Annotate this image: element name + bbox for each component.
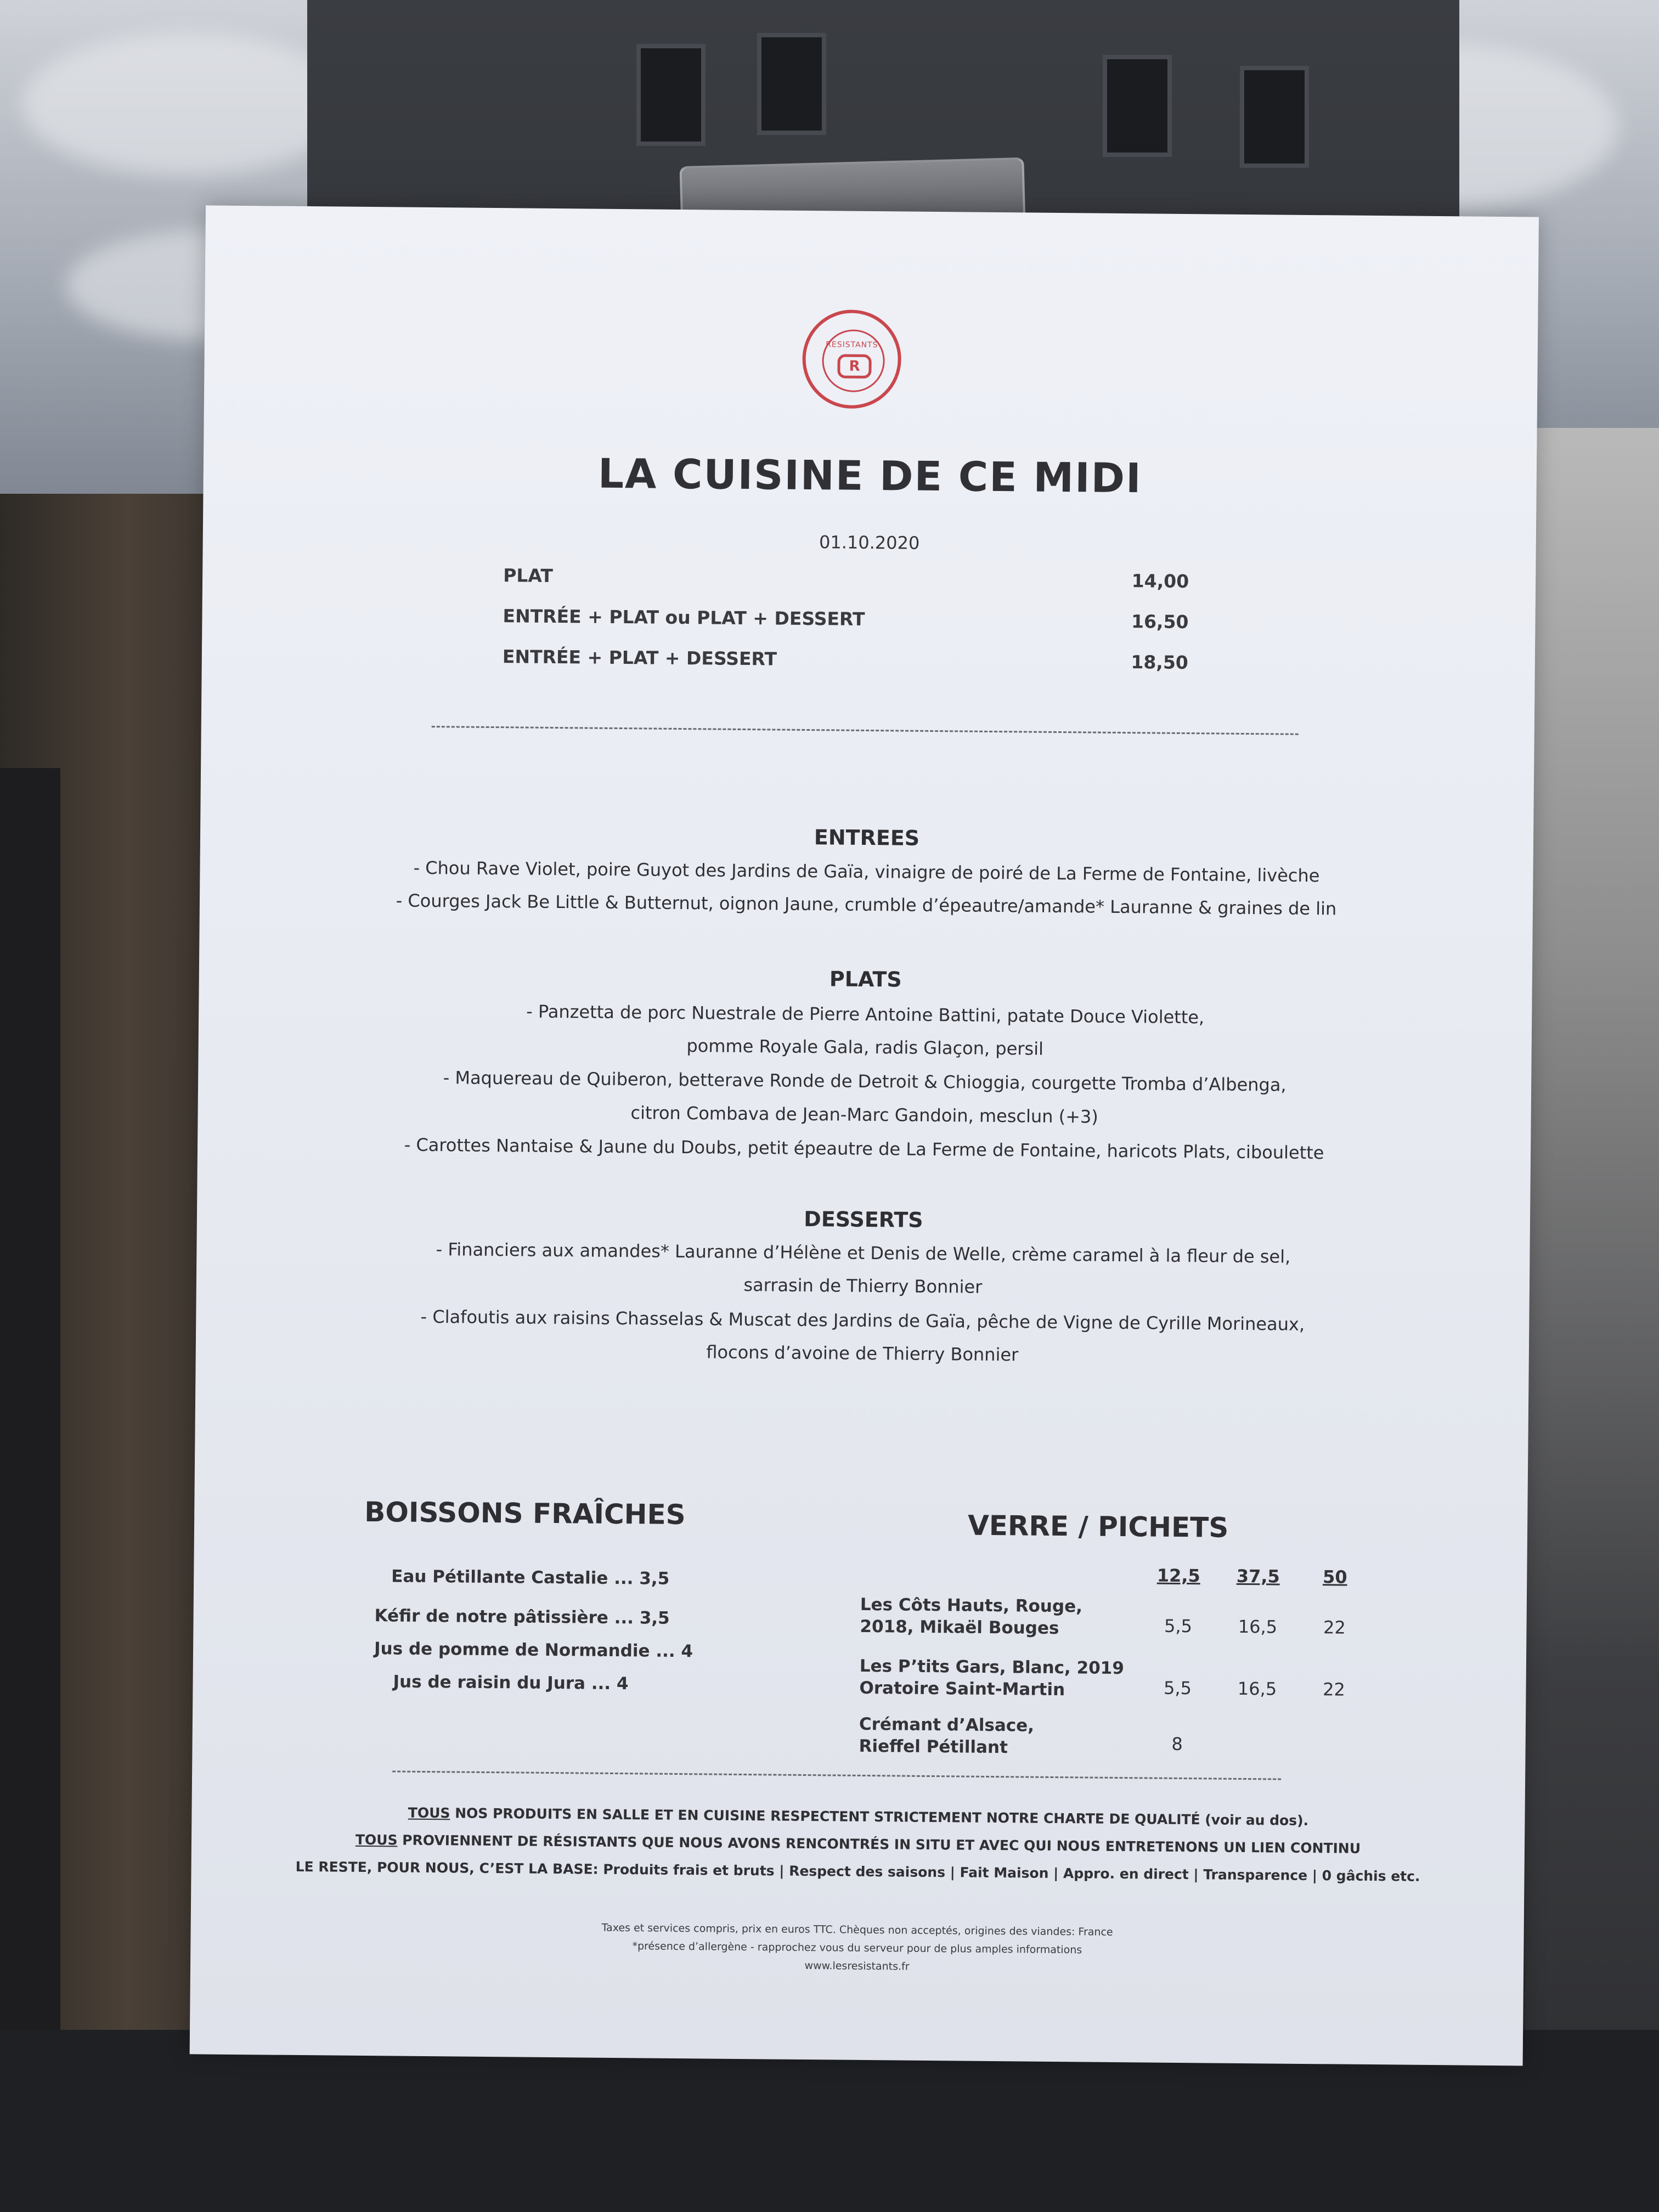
entree-line: - Courges Jack Be Little & Butternut, oignon Jaune, crumble d’épeautre/amande* Lauranne & graines de lin xyxy=(396,890,1337,919)
charte-text: NOS PRODUITS EN SALLE ET EN CUISINE RESPECTENT STRICTEMENT NOTRE CHARTE DE QUALITÉ (voir au dos). xyxy=(450,1805,1309,1829)
charte-emphasis: TOUS xyxy=(355,1831,398,1848)
wine-price: 16,5 xyxy=(1237,1678,1277,1700)
plat-line: - Maquereau de Quiberon, betterave Ronde de Detroit & Chioggia, courgette Tromba d’Albenga, xyxy=(443,1067,1286,1096)
size-header: 12,5 xyxy=(1156,1565,1200,1587)
wine-name-line: 2018, Mikaël Bouges xyxy=(860,1616,1059,1639)
plats-heading: PLATS xyxy=(829,967,902,992)
formula-label: ENTRÉE + PLAT ou PLAT + DESSERT xyxy=(503,605,865,630)
footer-line: Taxes et services compris, prix en euros TTC. Chèques non acceptés, origines des viandes: France xyxy=(601,1921,1113,1938)
wine-name-line: Les P’tits Gars, Blanc, 2019 xyxy=(859,1656,1125,1679)
menu-sheet xyxy=(190,205,1539,2066)
drink-item: Kéfir de notre pâtissière ... 3,5 xyxy=(374,1606,670,1628)
charte-text: PROVIENNENT DE RÉSISTANTS QUE NOUS AVONS RENCONTRÉS IN SITU ET AVEC QUI NOUS ENTRETENONS UN LIEN CONTINU xyxy=(397,1832,1361,1857)
website-text: www.lesresistants.fr xyxy=(804,1960,910,1973)
wine-name-line: Les Côts Hauts, Rouge, xyxy=(860,1594,1083,1617)
dessert-line: - Financiers aux amandes* Lauranne d’Hélène et Denis de Welle, crème caramel à la fleur de sel, xyxy=(436,1239,1291,1267)
wine-name xyxy=(860,1594,1146,1640)
charte-line xyxy=(191,1803,1525,1830)
boissons-heading: BOISSONS FRAÎCHES xyxy=(364,1496,686,1531)
formula-price: 16,50 xyxy=(1131,611,1189,633)
wine-name-line: Crémant d’Alsace, xyxy=(859,1714,1035,1736)
dessert-line: flocons d’avoine de Thierry Bonnier xyxy=(706,1341,1019,1365)
menu-title: LA CUISINE DE CE MIDI xyxy=(597,450,1142,503)
formula-label: ENTRÉE + PLAT + DESSERT xyxy=(502,646,777,670)
charte-line: LE RESTE, POUR NOUS, C’EST LA BASE: Produits frais et bruts | Respect des saisons | Fait Maison | Appro. en direct | Transparence | 0 gâchis etc. xyxy=(295,1858,1420,1884)
cloud xyxy=(22,33,351,176)
wine-price: 5,5 xyxy=(1163,1677,1192,1699)
formula-label: PLAT xyxy=(503,565,554,586)
wine-price: 22 xyxy=(1322,1679,1346,1700)
window-frame xyxy=(0,768,60,2212)
restaurant-logo xyxy=(802,309,902,409)
drink-item: Jus de pomme de Normandie ... 4 xyxy=(374,1639,693,1662)
entrees-heading: ENTREES xyxy=(814,825,920,850)
dessert-line: - Clafoutis aux raisins Chasselas & Muscat des Jardins de Gaïa, pêche de Vigne de Cyrille Morineaux, xyxy=(420,1306,1305,1335)
size-header: 50 xyxy=(1322,1566,1347,1588)
logo-r-icon: R xyxy=(837,354,871,379)
plat-line: - Carottes Nantaise & Jaune du Doubs, petit épeautre de La Ferme de Fontaine, haricots Plats, ciboulette xyxy=(404,1134,1324,1164)
footer-line: *présence d’allergène - rapprochez vous du serveur pour de plus amples informations xyxy=(632,1940,1082,1956)
wine-name xyxy=(859,1713,1144,1760)
building-right xyxy=(1525,428,1659,2212)
vins-heading: VERRE / PICHETS xyxy=(967,1509,1229,1544)
dessert-line: sarrasin de Thierry Bonnier xyxy=(743,1274,983,1297)
formula-row xyxy=(503,565,1189,601)
formula-price: 18,50 xyxy=(1131,651,1189,674)
drink-item: Eau Pétillante Castalie ... 3,5 xyxy=(391,1566,670,1589)
logo-brand-text: RESISTANTS xyxy=(826,340,878,350)
wine-price: 8 xyxy=(1171,1733,1183,1755)
plat-line: pomme Royale Gala, radis Glaçon, persil xyxy=(686,1035,1044,1059)
dashed-divider xyxy=(392,1770,1281,1780)
charte-emphasis: TOUS xyxy=(408,1804,450,1821)
formula-price: 14,00 xyxy=(1131,570,1189,592)
charte-line xyxy=(191,1830,1525,1858)
wine-price: 22 xyxy=(1323,1617,1346,1638)
plat-line: citron Combava de Jean-Marc Gandoin, mesclun (+3) xyxy=(630,1102,1098,1127)
drink-item: Jus de raisin du Jura ... 4 xyxy=(393,1672,629,1694)
size-header: 37,5 xyxy=(1236,1565,1280,1587)
wine-name-line: Oratoire Saint-Martin xyxy=(859,1678,1065,1700)
formula-row xyxy=(503,646,1188,682)
wine-price: 16,5 xyxy=(1238,1616,1278,1638)
desserts-heading: DESSERTS xyxy=(804,1206,923,1232)
wine-name-line: Rieffel Pétillant xyxy=(859,1736,1008,1758)
menu-date: 01.10.2020 xyxy=(819,532,920,554)
dashed-divider xyxy=(432,726,1299,735)
wine-name xyxy=(859,1655,1145,1702)
entree-line: - Chou Rave Violet, poire Guyot des Jardins de Gaïa, vinaigre de poiré de La Ferme de Fontaine, livèche xyxy=(413,857,1320,887)
plat-line: - Panzetta de porc Nuestrale de Pierre Antoine Battini, patate Douce Violette, xyxy=(526,1001,1205,1028)
wine-price: 5,5 xyxy=(1164,1615,1193,1637)
formula-row xyxy=(503,605,1188,642)
